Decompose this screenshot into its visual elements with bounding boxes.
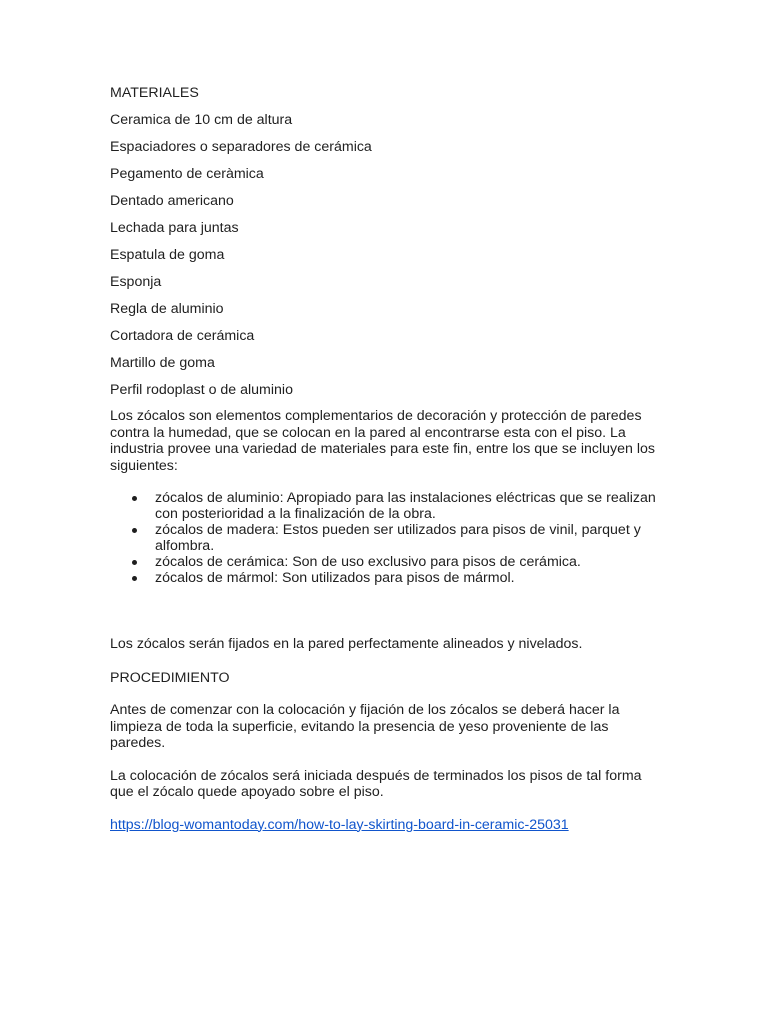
bullet-icon xyxy=(132,496,137,501)
materials-heading: MATERIALES xyxy=(110,85,199,101)
bullet-icon xyxy=(132,528,137,533)
material-item: Pegamento de ceràmica xyxy=(110,166,264,182)
material-item: Espatula de goma xyxy=(110,247,225,263)
skirting-types-list xyxy=(110,490,658,586)
bullet-icon xyxy=(132,576,137,581)
materials-section xyxy=(110,85,658,399)
material-item: Lechada para juntas xyxy=(110,220,239,236)
list-item: zócalos de aluminio: Apropiado para las instalaciones eléctricas que se realizan con posterioridad a la finalización de la obra. xyxy=(110,490,658,522)
procedure-paragraph-1: Antes de comenzar con la colocación y fijación de los zócalos se deberá hacer la limpieza de toda la superficie, evitando la presencia de yeso proveniente de las paredes. xyxy=(110,702,620,751)
bullet-icon xyxy=(132,560,137,565)
list-item: zócalos de mármol: Son utilizados para pisos de mármol. xyxy=(110,570,658,586)
intro-paragraph: Los zócalos son elementos complementarios de decoración y protección de paredes contra la humedad, que se colocan en la pared al encontrarse esta con el piso. La industria provee una variedad de materiales para este fin, entre los que se incluyen los siguientes: xyxy=(110,408,655,474)
material-item: Ceramica de 10 cm de altura xyxy=(110,112,293,128)
document-page xyxy=(110,85,658,834)
procedure-heading: PROCEDIMIENTO xyxy=(110,669,230,686)
material-item: Dentado americano xyxy=(110,193,234,209)
material-item: Cortadora de cerámica xyxy=(110,328,255,344)
material-item: Espaciadores o separadores de cerámica xyxy=(110,139,372,155)
link-container xyxy=(110,817,658,834)
material-item: Esponja xyxy=(110,274,162,290)
material-item: Regla de aluminio xyxy=(110,301,224,317)
material-item: Perfil rodoplast o de aluminio xyxy=(110,382,293,398)
procedure-paragraph-2: La colocación de zócalos será iniciada después de terminados los pisos de tal forma que el zócalo quede apoyado sobre el piso. xyxy=(110,767,642,800)
list-item: zócalos de madera: Estos pueden ser utilizados para pisos de vinil, parquet y alfombra. xyxy=(110,522,658,554)
fixing-paragraph: Los zócalos serán fijados en la pared perfectamente alineados y nivelados. xyxy=(110,636,583,652)
reference-link[interactable]: https://blog-womantoday.com/how-to-lay-skirting-board-in-ceramic-25031 xyxy=(110,816,569,833)
material-item: Martillo de goma xyxy=(110,355,215,371)
list-item: zócalos de cerámica: Son de uso exclusivo para pisos de cerámica. xyxy=(110,554,658,570)
